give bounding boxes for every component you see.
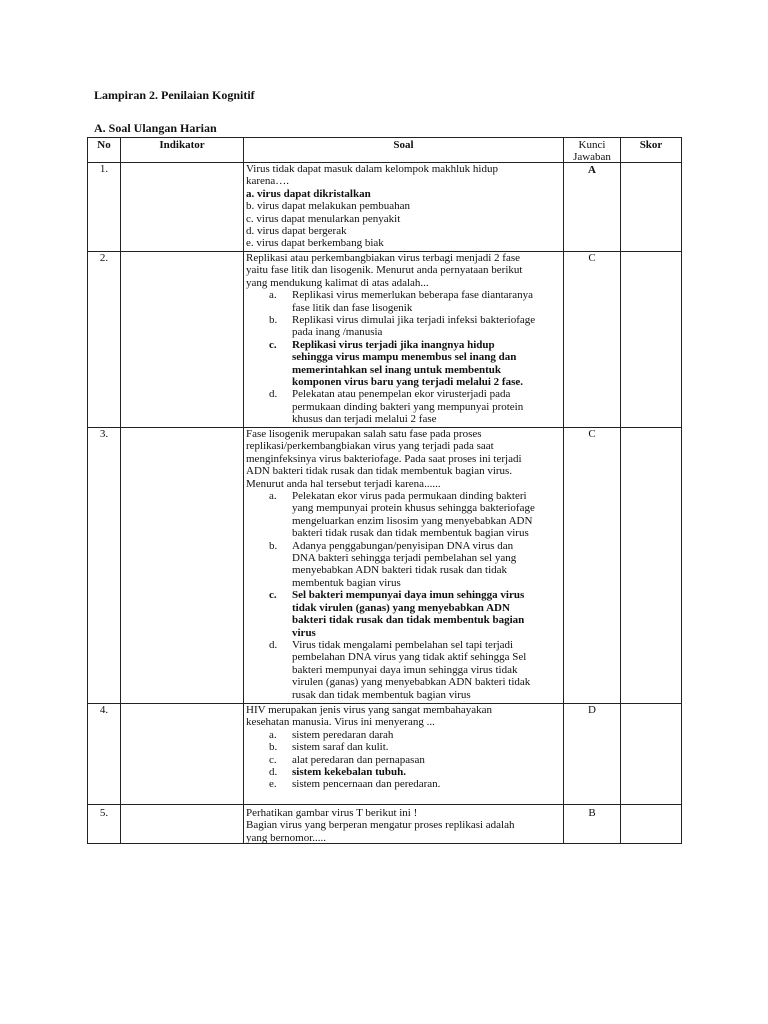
option-line: sistem saraf dan kulit.: [292, 741, 389, 754]
question-stem-line: Bagian virus yang berperan mengatur proses replikasi adalah: [246, 819, 515, 832]
question-stem-line: Replikasi atau perkembangbiakan virus terbagi menjadi 2 fase: [246, 252, 520, 264]
option-line: Replikasi virus terjadi jika inangnya hidup: [292, 338, 495, 351]
option-line: menyebabkan ADN bakteri tidak rusak dan tidak: [292, 564, 508, 577]
option-e: e. virus dapat berkembang biak: [246, 237, 384, 250]
option-b: b. virus dapat melakukan pembuahan: [246, 200, 411, 213]
option-label: a.: [269, 490, 277, 503]
option-b: [246, 741, 561, 753]
section-heading: A. Soal Ulangan Harian: [94, 121, 217, 135]
option-line: yang mempunyai protein khusus sehingga bakteriofage: [292, 502, 535, 515]
option-line: sehingga virus mampu menembus sel inang dan: [292, 351, 517, 364]
question-4: [246, 704, 561, 791]
option-label: d.: [269, 766, 278, 779]
option-c-correct: [246, 589, 561, 639]
question-stem-line: Menurut anda hal tersebut terjadi karena......: [246, 477, 441, 490]
column-divider: [563, 138, 564, 843]
option-c: [246, 754, 561, 766]
option-a: [246, 490, 561, 540]
question-stem-line: kesehatan manusia. Virus ini menyerang ...: [246, 716, 435, 729]
question-stem-line: yaitu fase litik dan lisogenik. Menurut anda pernyataan berikut: [246, 264, 523, 277]
question-stem-line: Perhatikan gambar virus T berikut ini !: [246, 807, 418, 819]
option-label: c.: [269, 338, 277, 351]
option-line: virulen (ganas) yang menyebabkan ADN bakteri tidak: [292, 676, 531, 689]
question-1: [246, 163, 561, 250]
option-label: b.: [269, 314, 278, 327]
option-line: Replikasi virus dimulai jika terjadi infeksi bakteriofage: [292, 314, 536, 327]
option-line: Virus tidak mengalami pembelahan sel tapi terjadi: [292, 638, 514, 651]
option-line: sistem kekebalan tubuh.: [292, 766, 407, 779]
option-line: rusak dan tidak membentuk bagian virus: [292, 688, 471, 701]
option-e: [246, 778, 561, 790]
option-line: sistem peredaran darah: [292, 728, 394, 741]
option-d-correct: [246, 766, 561, 778]
option-d: [246, 388, 561, 425]
option-d: d. virus dapat bergerak: [246, 225, 347, 238]
row-divider: [88, 804, 681, 805]
option-b: [246, 540, 561, 590]
option-a: [246, 729, 561, 741]
question-stem-line: menginfeksinya virus bakteriofage. Pada saat proses ini terjadi: [246, 452, 522, 465]
option-line: pembelahan DNA virus yang tidak aktif sehingga Sel: [292, 651, 527, 664]
option-line: Replikasi virus memerlukan beberapa fase diantaranya: [292, 289, 533, 302]
option-d: [246, 639, 561, 701]
row-number: 4.: [99, 704, 109, 716]
row-number: 5.: [99, 807, 109, 819]
option-line: alat peredaran dan pernapasan: [292, 753, 425, 766]
option-label: a.: [269, 289, 277, 302]
option-label: d.: [269, 638, 278, 651]
question-stem-line: Virus tidak dapat masuk dalam kelompok makhluk hidup: [246, 163, 498, 175]
option-label: b.: [269, 741, 278, 754]
option-line: permukaan dinding bakteri yang mempunyai protein: [292, 400, 524, 413]
header-kunci-jawaban: [564, 139, 620, 163]
answer-key: B: [588, 807, 596, 819]
option-line: khusus dan terjadi melalui 2 fase: [292, 413, 437, 426]
option-label: c.: [269, 589, 277, 602]
option-line: Pelekatan atau penempelan ekor virusterjadi pada: [292, 388, 511, 401]
option-line: mengeluarkan enzim lisosim yang menyebabkan ADN: [292, 514, 533, 527]
option-a-correct: a. virus dapat dikristalkan: [246, 187, 371, 200]
answer-key: C: [588, 428, 596, 440]
option-line: fase litik dan fase lisogenik: [292, 301, 413, 314]
option-label: d.: [269, 388, 278, 401]
question-stem-line: yang mendukung kalimat di atas adalah...: [246, 276, 429, 289]
option-line: memerintahkan sel inang untuk membentuk: [292, 363, 502, 376]
option-line: bakteri mempunyai daya imun sehingga virus tidak: [292, 663, 518, 676]
option-line: virus: [292, 626, 316, 639]
question-2: [246, 252, 561, 426]
option-line: tidak virulen (ganas) yang menyebabkan ADN: [292, 601, 510, 614]
answer-key: D: [588, 704, 596, 716]
row-number: 2.: [99, 252, 109, 264]
option-c-correct: [246, 339, 561, 389]
option-label: a.: [269, 728, 277, 741]
option-line: Adanya penggabungan/penyisipan DNA virus dan: [292, 539, 514, 552]
option-label: e.: [269, 778, 277, 791]
option-line: bakteri tidak rusak dan tidak membentuk bagian virus: [292, 527, 529, 540]
option-line: Sel bakteri mempunyai daya imun sehingga virus: [292, 589, 525, 602]
option-line: Pelekatan ekor virus pada permukaan dinding bakteri: [292, 490, 527, 503]
answer-key: A: [588, 164, 596, 176]
header-kunci-line1: Kunci: [578, 139, 606, 151]
column-divider: [243, 138, 244, 843]
option-label: b.: [269, 539, 278, 552]
header-no: No: [97, 139, 111, 151]
question-5: [246, 807, 561, 844]
header-indikator: Indikator: [159, 139, 205, 151]
option-a: [246, 289, 561, 314]
header-soal: Soal: [393, 139, 414, 151]
option-line: pada inang /manusia: [292, 326, 383, 339]
question-3: [246, 428, 561, 701]
question-table: [87, 137, 682, 844]
question-stem-line: ADN bakteri tidak rusak dan tidak membentuk bagian virus.: [246, 465, 513, 478]
option-line: bakteri tidak rusak dan tidak membentuk bagian: [292, 614, 525, 627]
row-number: 3.: [99, 428, 109, 440]
header-skor: Skor: [639, 139, 663, 151]
question-stem-line: karena….: [246, 175, 290, 188]
question-stem-line: replikasi/perkembangbiakan virus yang terjadi pada saat: [246, 440, 494, 453]
option-b: [246, 314, 561, 339]
option-line: komponen virus baru yang terjadi melalui 2 fase.: [292, 376, 524, 389]
option-c: c. virus dapat menularkan penyakit: [246, 212, 401, 225]
header-kunci-line2: Jawaban: [573, 151, 611, 163]
option-line: membentuk bagian virus: [292, 576, 401, 589]
page-title: Lampiran 2. Penilaian Kognitif: [94, 88, 255, 102]
question-stem-line: yang bernomor.....: [246, 831, 327, 844]
answer-key: C: [588, 252, 596, 264]
column-divider: [120, 138, 121, 843]
column-divider: [620, 138, 621, 843]
option-label: c.: [269, 753, 277, 766]
question-stem-line: Fase lisogenik merupakan salah satu fase pada proses: [246, 428, 482, 440]
row-number: 1.: [99, 163, 109, 175]
option-line: DNA bakteri sehingga terjadi pembelahan sel yang: [292, 552, 517, 565]
question-stem-line: HIV merupakan jenis virus yang sangat membahayakan: [246, 704, 493, 716]
option-line: sistem pencernaan dan peredaran.: [292, 778, 441, 791]
